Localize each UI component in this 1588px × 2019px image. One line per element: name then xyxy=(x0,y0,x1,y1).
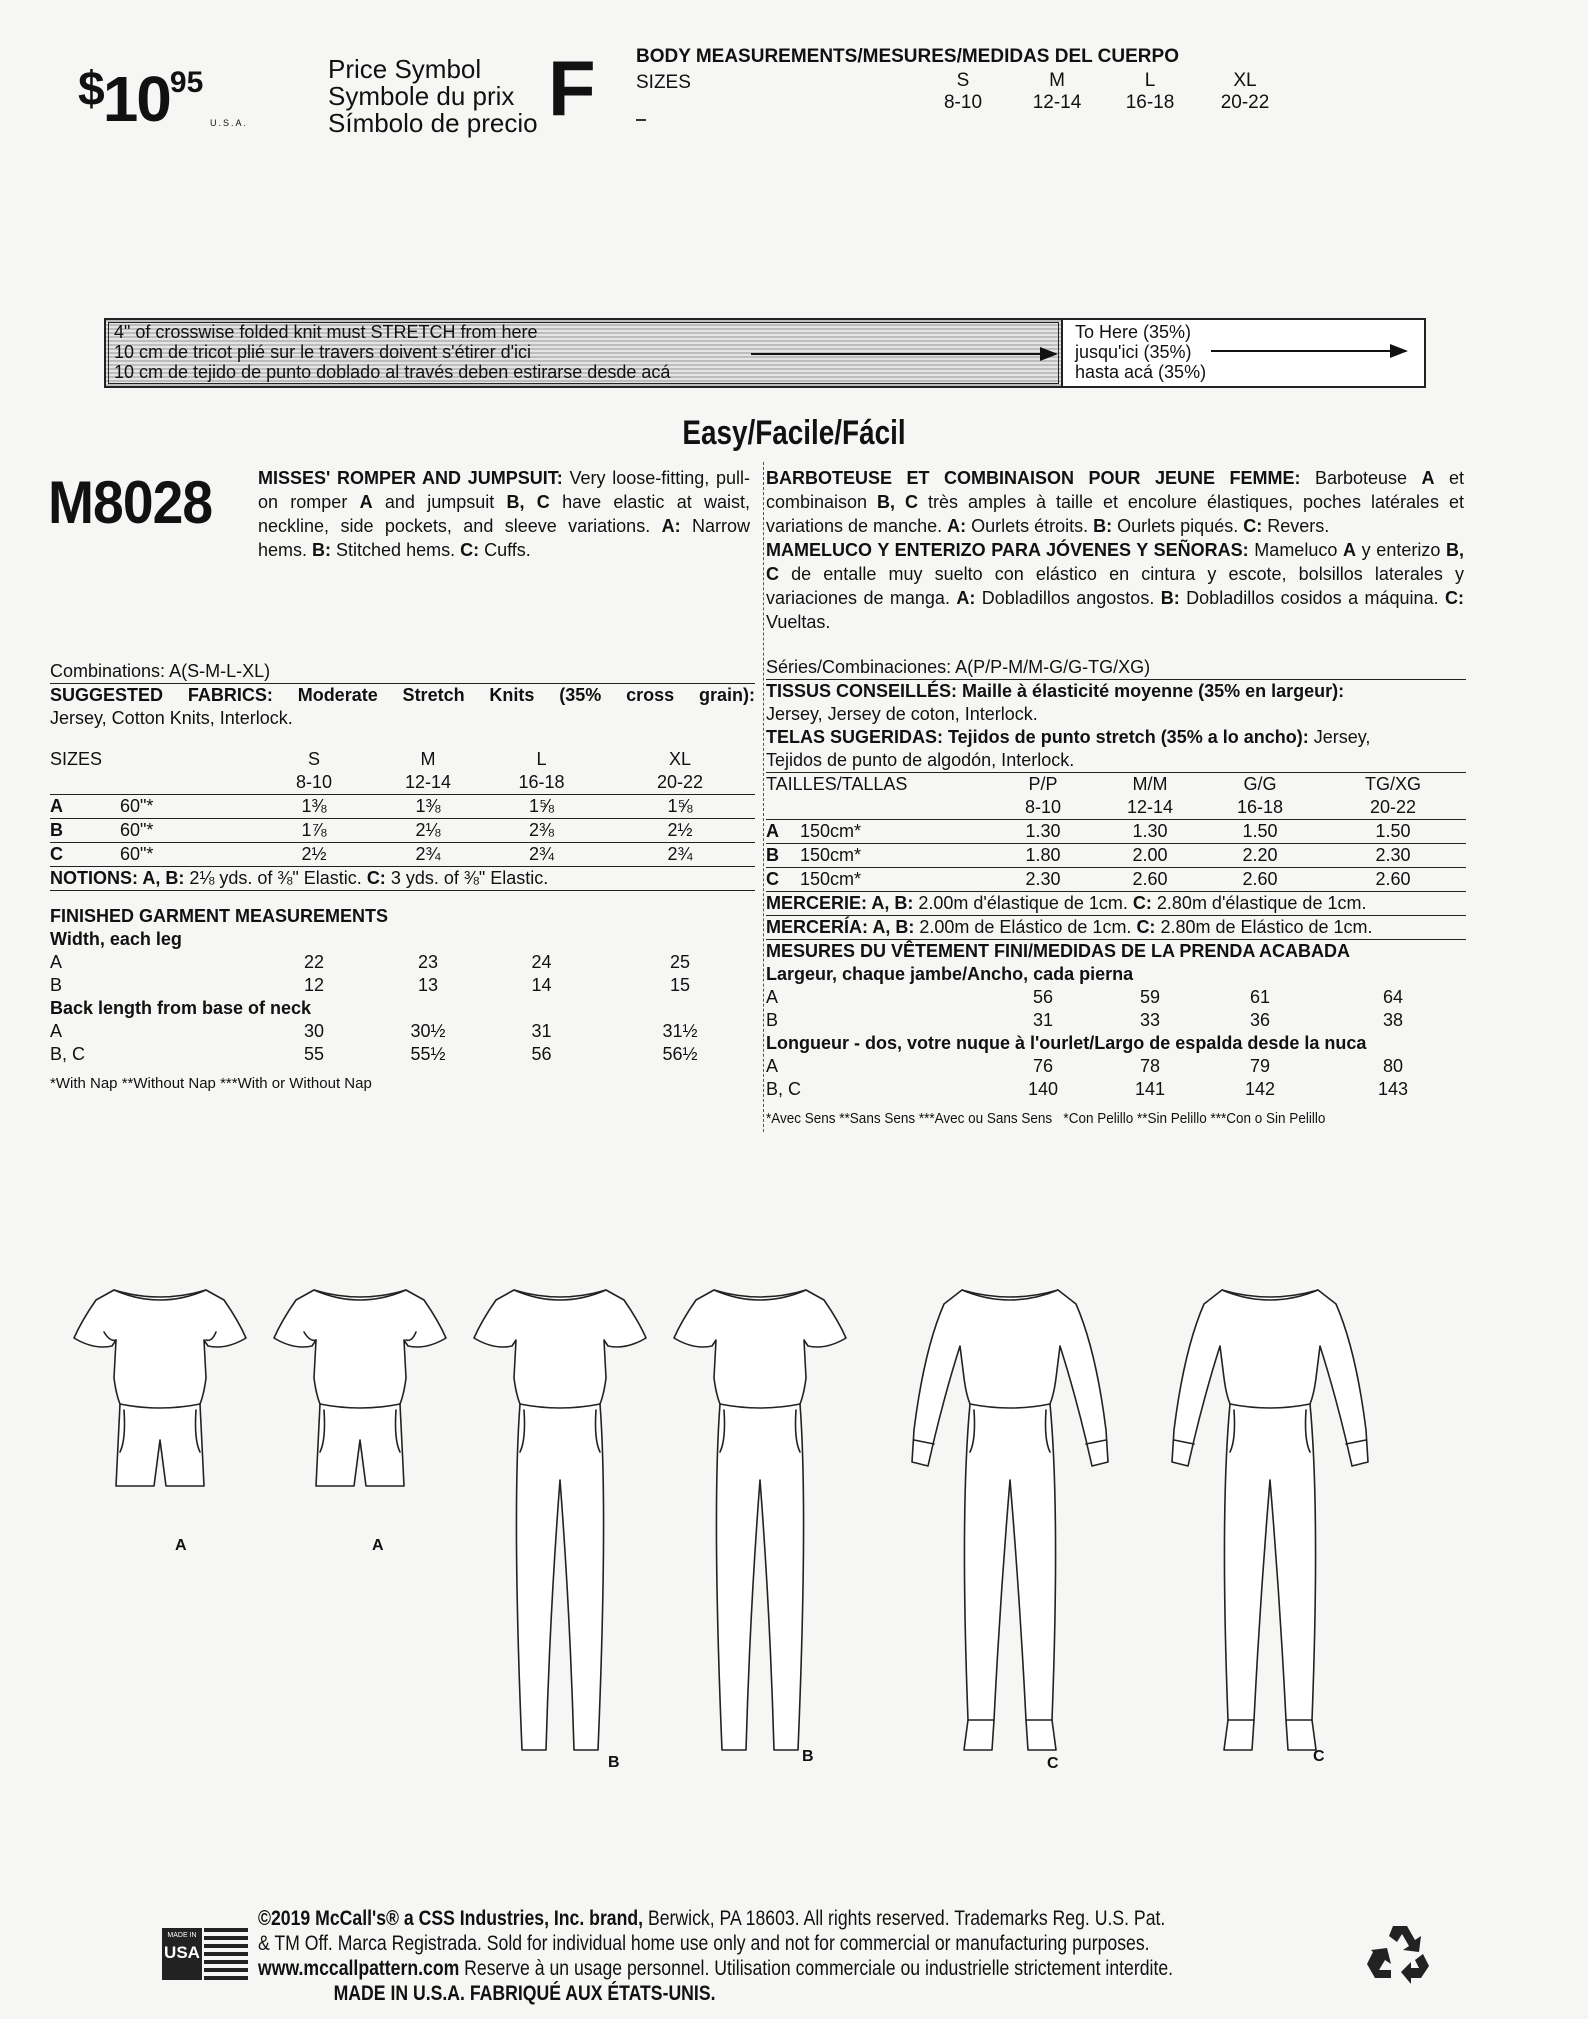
table-cell: 31½ xyxy=(662,1021,698,1041)
back-length-title-fr-es: Longueur - dos, votre nuque à l'ourlet/Largo de espalda desde la nuca xyxy=(766,1033,1367,1053)
table-row xyxy=(766,820,1466,844)
desc-view: A: xyxy=(947,516,967,536)
desc-view: C: xyxy=(460,540,480,560)
table-cell: 24 xyxy=(531,952,552,972)
price-symbol-es: Símbolo de precio xyxy=(328,108,538,138)
table-row xyxy=(50,974,755,997)
price-main: 10 xyxy=(102,63,170,135)
table-cell: 1.30 xyxy=(1100,820,1200,844)
desc-view: B, C xyxy=(766,540,1464,584)
gauge-to-fr: jusqu'ici (35%) xyxy=(1075,342,1192,362)
desc-view: B, C xyxy=(877,492,919,512)
arrow-right-icon xyxy=(1211,350,1406,352)
footer-brand: ©2019 McCall's® a CSS Industries, Inc. brand, xyxy=(258,1907,644,1930)
metric-yardage-table xyxy=(766,773,1466,892)
table-cell: 55½ xyxy=(410,1044,446,1064)
jumpsuit-c-back xyxy=(1172,1290,1368,1750)
merceria-text: 2.80m de Elástico de 1cm. xyxy=(1155,917,1373,937)
table-cell: 2½ xyxy=(605,819,755,843)
table-cell: SIZES xyxy=(50,749,103,769)
table-cell: 64 xyxy=(1382,987,1404,1007)
table-row xyxy=(50,795,755,819)
footer-line-2: & TM Off. Marca Registrada. Sold for individual home use only and not for commercial or manufacturing purposes. xyxy=(258,1932,1150,1955)
desc-view: B: xyxy=(1093,516,1113,536)
table-cell: 14 xyxy=(531,975,552,995)
table-cell: 13 xyxy=(417,975,439,995)
size-range: 16-18 xyxy=(1125,92,1175,113)
body-measurements-title: BODY MEASUREMENTS/MESURES/MEDIDAS DEL CUERPO xyxy=(636,46,1179,67)
table-cell: 2.60 xyxy=(1100,868,1200,892)
table-cell: 76 xyxy=(1032,1056,1054,1076)
view-label-b: B xyxy=(802,1748,814,1765)
notions-view: C: xyxy=(366,868,386,888)
table-cell: 30 xyxy=(303,1021,325,1041)
size-l xyxy=(1105,70,1195,114)
table-cell: 2½ xyxy=(250,843,378,867)
english-title: MISSES' ROMPER AND JUMPSUIT: xyxy=(258,468,563,488)
desc-view: C: xyxy=(1243,516,1263,536)
table-cell: 140 xyxy=(1027,1079,1059,1099)
desc-text: have elastic at waist, neckline, side pockets, and sleeve variations. xyxy=(258,492,750,536)
price-dollar: $ xyxy=(78,63,103,116)
table-cell: 2¾ xyxy=(378,843,478,867)
desc-text: Cuffs. xyxy=(479,540,531,560)
flag-stripes-icon xyxy=(204,1928,248,1980)
table-cell: 1⅞ xyxy=(250,819,378,843)
combinations xyxy=(50,660,755,684)
desc-view: B: xyxy=(1160,588,1180,608)
gauge-text-en: 4" of crosswise folded knit must STRETCH from here xyxy=(114,322,538,342)
mercerie-label: MERCERIE: A, B: xyxy=(766,893,914,913)
table-row xyxy=(766,986,1466,1009)
table-cell: B, C xyxy=(766,1079,802,1099)
table-row xyxy=(50,951,755,974)
table-cell: 12 xyxy=(303,975,325,995)
footer-text: Berwick, PA 18603. All rights reserved. Trademarks Reg. U.S. Pat. xyxy=(643,1907,1166,1930)
desc-view: A xyxy=(1343,540,1356,560)
table-cell: L xyxy=(536,749,547,769)
french-title: BARBOTEUSE ET COMBINAISON POUR JEUNE FEMME: xyxy=(766,468,1301,488)
table-cell: 56 xyxy=(531,1044,552,1064)
pattern-code: M8028 xyxy=(48,469,213,536)
made-in-text: MADE IN xyxy=(167,1932,197,1939)
table-cell: 22 xyxy=(303,952,325,972)
footer-line-4: MADE IN U.S.A. FABRIQUÉ AUX ÉTATS-UNIS. xyxy=(333,1982,716,2005)
stretch-gauge-to xyxy=(1061,320,1424,386)
table-cell: 25 xyxy=(669,952,691,972)
table-cell: A xyxy=(50,1021,63,1041)
table-cell: 2⅜ xyxy=(478,819,605,843)
stretch-gauge-from xyxy=(106,320,1061,386)
table-cell: A xyxy=(766,820,796,844)
table-cell: B, C xyxy=(50,1044,86,1064)
table-cell: 33 xyxy=(1139,1010,1161,1030)
size-range: 8-10 xyxy=(943,92,983,113)
jumpsuit-b-back xyxy=(674,1290,846,1750)
finished-title-fr-es: MESURES DU VÊTEMENT FINI/MEDIDAS DE LA PRENDA ACABADA xyxy=(766,941,1351,961)
price-symbol-label xyxy=(328,54,538,138)
table-row xyxy=(766,1078,1466,1101)
desc-text: et combinaison xyxy=(766,468,1464,512)
table-cell: 1.80 xyxy=(986,844,1100,868)
table-row xyxy=(50,748,755,771)
desc-text: très amples à taille et encolure élastiques, poches latérales et variations de manche. xyxy=(766,492,1465,536)
fr-es-specs xyxy=(766,656,1466,1130)
back-length-table xyxy=(50,1020,755,1066)
price xyxy=(78,62,203,136)
gauge-line-fr: 10 cm de tricot plié sur le travers doivent s'étirer d'ici xyxy=(114,342,532,362)
table-cell: 16-18 xyxy=(1200,796,1320,820)
table-cell: 15 xyxy=(669,975,691,995)
table-cell: P/P xyxy=(1028,774,1058,794)
combinations-label: Combinations: xyxy=(50,661,170,681)
table-cell: 79 xyxy=(1249,1056,1271,1076)
desc-text: Vueltas. xyxy=(766,612,831,632)
romper-a-back xyxy=(274,1290,446,1486)
table-cell: 36 xyxy=(1249,1010,1271,1030)
combinations-fr-es xyxy=(766,656,1466,680)
price-letter: F xyxy=(548,44,596,132)
size-xl xyxy=(1200,70,1290,114)
desc-text: Ourlets étroits. xyxy=(966,516,1094,536)
footer-line-3 xyxy=(258,1956,1173,1981)
notions-text: 2⅛ yds. of ⅜" Elastic. xyxy=(184,868,367,888)
fr-fabrics-title: TISSUS CONSEILLÉS: Maille à élasticité moyenne (35% en largeur): xyxy=(766,681,1345,701)
table-cell: 30½ xyxy=(410,1021,446,1041)
arrow-right-icon xyxy=(751,353,1056,355)
footer-line-1 xyxy=(258,1906,1173,1931)
table-cell: 2⅛ xyxy=(378,819,478,843)
desc-text: Stitched hems. xyxy=(331,540,461,560)
table-cell xyxy=(766,796,986,820)
table-cell: 8-10 xyxy=(250,771,378,795)
gauge-line-es: 10 cm de tejido de punto doblado al través deben estirarse desde acá xyxy=(114,362,671,382)
footer-text: Reserve à un usage personnel. Utilisation commerciale ou industrielle strictement interdite. xyxy=(459,1957,1174,1980)
view-label-a: A xyxy=(372,1537,384,1554)
mercerie xyxy=(766,892,1466,916)
table-cell: 8-10 xyxy=(986,796,1100,820)
width-title-fr-es: Largeur, chaque jambe/Ancho, cada pierna xyxy=(766,964,1134,984)
fr-es-description xyxy=(766,466,1464,634)
table-cell: C xyxy=(766,868,796,892)
merceria-label: MERCERÍA: A, B: xyxy=(766,917,915,937)
mercerie-view: C: xyxy=(1132,893,1152,913)
english-description xyxy=(258,466,750,562)
table-cell: 60"* xyxy=(120,795,250,819)
table-row xyxy=(766,1055,1466,1078)
table-cell: A xyxy=(50,795,120,819)
desc-view: B: xyxy=(312,540,332,560)
fr-fabrics xyxy=(766,680,1466,703)
size-letter: M xyxy=(1049,70,1065,91)
table-cell: 142 xyxy=(1244,1079,1276,1099)
table-cell: A xyxy=(766,987,779,1007)
price-symbol-fr: Symbole du prix xyxy=(328,81,515,111)
mercerie-text: 2.80m d'élastique de 1cm. xyxy=(1151,893,1367,913)
size-letter: S xyxy=(956,70,970,91)
price-cents: 95 xyxy=(169,66,204,99)
table-cell: B xyxy=(766,1010,779,1030)
table-row xyxy=(50,771,755,795)
usa-badge-block xyxy=(162,1928,202,1980)
combinations-label: Séries/Combinaciones: xyxy=(766,657,956,677)
website-link[interactable]: www.mccallpattern.com xyxy=(258,1957,460,1980)
english-specs xyxy=(50,660,755,1095)
table-row xyxy=(50,819,755,843)
width-title: Width, each leg xyxy=(50,929,182,949)
fabrics-list: Jersey, Cotton Knits, Interlock. xyxy=(50,708,293,728)
table-cell: 60"* xyxy=(120,819,250,843)
table-row xyxy=(766,796,1466,820)
table-cell: 31 xyxy=(1032,1010,1054,1030)
table-cell: 1.50 xyxy=(1320,820,1466,844)
combinations-value: A(S-M-L-XL) xyxy=(169,661,271,681)
table-cell: 1⅝ xyxy=(478,795,605,819)
copyright-footer xyxy=(258,1906,1173,2006)
table-cell: 2.20 xyxy=(1200,844,1320,868)
desc-text: and jumpsuit xyxy=(372,492,507,512)
jumpsuit-c-front xyxy=(912,1290,1108,1750)
view-label-b: B xyxy=(608,1754,620,1771)
table-cell: A xyxy=(50,952,63,972)
table-cell: 1.50 xyxy=(1200,820,1320,844)
table-row xyxy=(766,844,1466,868)
desc-text: Narrow hems. xyxy=(258,516,750,560)
stretch-gauge xyxy=(104,318,1426,388)
table-cell: 56 xyxy=(1032,987,1054,1007)
table-cell: 143 xyxy=(1377,1079,1409,1099)
desc-view: C: xyxy=(1445,588,1464,608)
table-cell: 2¾ xyxy=(478,843,605,867)
table-cell: 20-22 xyxy=(605,771,755,795)
footnote-fr-es: *Avec Sens **Sans Sens ***Avec ou Sans Sens *Con Pelillo **Sin Pelillo ***Con o Sin Pelillo xyxy=(766,1110,1326,1127)
table-cell: 78 xyxy=(1139,1056,1161,1076)
table-cell: B xyxy=(50,975,63,995)
table-cell: M/M xyxy=(1132,774,1168,794)
footnote-en: *With Nap **Without Nap ***With or Without Nap xyxy=(50,1075,372,1092)
table-cell: A xyxy=(766,1056,779,1076)
made-in-usa-badge xyxy=(162,1928,248,1980)
column-divider xyxy=(763,462,765,1132)
table-cell: 12-14 xyxy=(378,771,478,795)
difficulty-label: Easy/Facile/Fácil xyxy=(682,414,906,452)
sizes-label: SIZES xyxy=(636,72,691,93)
table-cell: 31 xyxy=(531,1021,552,1041)
size-letter: L xyxy=(1144,70,1156,91)
table-cell: TAILLES/TALLAS xyxy=(766,774,908,794)
table-cell: 150cm* xyxy=(796,844,986,868)
desc-text: Dobladillos cosidos a máquina. xyxy=(1179,588,1445,608)
desc-view: A xyxy=(1421,468,1435,488)
table-row xyxy=(50,1043,755,1066)
table-cell: 80 xyxy=(1382,1056,1404,1076)
width-table-fr-es xyxy=(766,986,1466,1032)
table-cell: B xyxy=(50,819,120,843)
table-cell: 55 xyxy=(303,1044,325,1064)
es-fabrics xyxy=(766,726,1466,749)
table-cell: 2¾ xyxy=(605,843,755,867)
table-cell: C xyxy=(50,843,120,867)
table-cell: 60"* xyxy=(120,843,250,867)
size-s xyxy=(918,70,1008,114)
table-cell xyxy=(50,771,250,795)
spanish-title: MAMELUCO Y ENTERIZO PARA JÓVENES Y SEÑORAS: xyxy=(766,540,1249,560)
finished-title: FINISHED GARMENT MEASUREMENTS xyxy=(50,906,389,926)
fabrics-title xyxy=(50,684,755,707)
desc-view: A xyxy=(359,492,373,512)
table-cell: 150cm* xyxy=(796,868,986,892)
gauge-to-en: To Here (35%) xyxy=(1075,322,1192,342)
jumpsuit-b-front xyxy=(474,1290,646,1750)
table-cell: 56½ xyxy=(662,1044,698,1064)
table-cell: TG/XG xyxy=(1364,774,1421,794)
table-row xyxy=(766,773,1466,796)
table-row xyxy=(50,843,755,867)
recycle-icon xyxy=(1365,1922,1435,1986)
merceria-text: 2.00m de Elástico de 1cm. xyxy=(914,917,1137,937)
es-fabrics-list2: Tejidos de punto de algodón, Interlock. xyxy=(766,749,1466,773)
size-m xyxy=(1012,70,1102,114)
table-cell: 61 xyxy=(1249,987,1271,1007)
merceria-view: C: xyxy=(1136,917,1156,937)
desc-view: A: xyxy=(956,588,976,608)
table-cell: 59 xyxy=(1139,987,1161,1007)
table-cell: 16-18 xyxy=(478,771,605,795)
desc-text: de entalle muy suelto con elástico en cintura y escote, bolsillos laterales y variaciones de manga. xyxy=(766,564,1464,608)
mercerie-text: 2.00m d'élastique de 1cm. xyxy=(913,893,1133,913)
combinations-value: A(P/P-M/M-G/G-TG/XG) xyxy=(955,657,1151,677)
table-row xyxy=(766,868,1466,892)
notions-text: 3 yds. of ⅜" Elastic. xyxy=(385,868,549,888)
table-cell: 12-14 xyxy=(1100,796,1200,820)
desc-text: y enterizo xyxy=(1356,540,1446,560)
table-cell: S xyxy=(307,749,320,769)
gauge-to-es: hasta acá (35%) xyxy=(1075,362,1207,382)
table-cell: 1⅜ xyxy=(378,795,478,819)
table-cell: 20-22 xyxy=(1320,796,1466,820)
garment-drawings xyxy=(70,1280,1490,1800)
notions-label: NOTIONS: A, B: xyxy=(50,868,185,888)
gauge-line-en xyxy=(114,322,538,342)
es-fabrics-list: Jersey, xyxy=(1308,727,1371,747)
table-cell: G/G xyxy=(1243,774,1277,794)
back-length-title: Back length from base of neck xyxy=(50,998,312,1018)
price-note: U.S.A. xyxy=(210,118,249,128)
desc-text: Mameluco xyxy=(1248,540,1343,560)
cut-off-row xyxy=(636,114,1276,122)
table-cell: 1⅜ xyxy=(250,795,378,819)
desc-text: Revers. xyxy=(1262,516,1330,536)
table-cell: 23 xyxy=(417,952,439,972)
view-label-c: C xyxy=(1047,1755,1059,1772)
table-cell: B xyxy=(766,844,796,868)
desc-view: A: xyxy=(661,516,681,536)
size-range: 20-22 xyxy=(1220,92,1270,113)
desc-text: Very loose-fitting, pull-on romper xyxy=(258,468,750,512)
table-cell: 141 xyxy=(1134,1079,1166,1099)
table-cell: XL xyxy=(668,749,692,769)
table-cell: 2.60 xyxy=(1320,868,1466,892)
notions xyxy=(50,867,755,891)
table-cell: 1.30 xyxy=(986,820,1100,844)
table-cell: M xyxy=(420,749,436,769)
desc-text: Barboteuse xyxy=(1300,468,1422,488)
desc-text: Dobladillos angostos. xyxy=(975,588,1161,608)
table-cell: 2.30 xyxy=(1320,844,1466,868)
desc-text: Ourlets piqués. xyxy=(1112,516,1244,536)
fr-fabrics-list: Jersey, Jersey de coton, Interlock. xyxy=(766,704,1038,724)
table-row xyxy=(766,1009,1466,1032)
desc-view: B, C xyxy=(506,492,550,512)
table-cell: 1⅝ xyxy=(605,795,755,819)
table-cell: 150cm* xyxy=(796,820,986,844)
table-cell: 38 xyxy=(1382,1010,1404,1030)
size-letter: XL xyxy=(1233,70,1257,91)
es-fabrics-title: TELAS SUGERIDAS: Tejidos de punto stretch (35% a lo ancho): xyxy=(766,727,1309,747)
view-label-c: C xyxy=(1313,1748,1325,1765)
price-symbol-en: Price Symbol xyxy=(328,54,482,84)
table-cell: 2.30 xyxy=(986,868,1100,892)
table-cell: 2.00 xyxy=(1100,844,1200,868)
usa-text: USA xyxy=(164,1943,200,1962)
back-length-table-fr-es xyxy=(766,1055,1466,1101)
fabrics-title-text: SUGGESTED FABRICS: Moderate Stretch Knits (35% cross grain): xyxy=(50,685,755,705)
yardage-table xyxy=(50,748,755,867)
view-label-a: A xyxy=(175,1537,187,1554)
merceria xyxy=(766,916,1466,940)
table-cell: 2.60 xyxy=(1200,868,1320,892)
size-range: 12-14 xyxy=(1032,92,1082,113)
width-table xyxy=(50,951,755,997)
romper-a-front xyxy=(74,1290,246,1486)
table-row xyxy=(50,1020,755,1043)
